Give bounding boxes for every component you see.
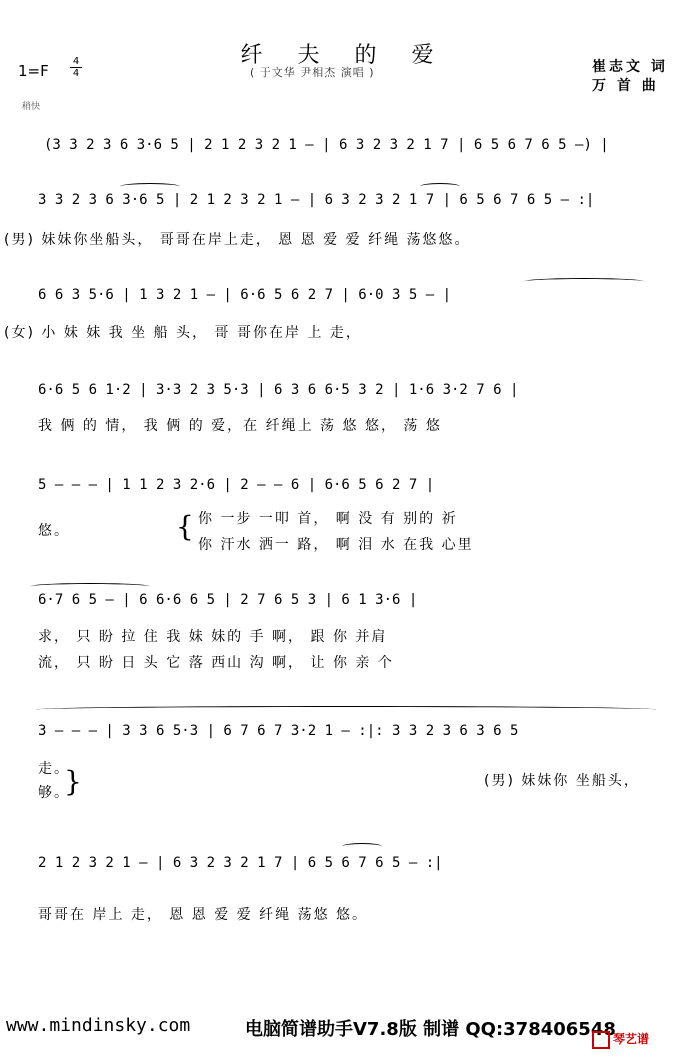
score-line-8: 2 1 2 3 2 1 — | 6 3 2 3 2 1 7 | 6 5 6 7 6 5 — :| [38, 855, 443, 871]
tie-mark [420, 183, 460, 190]
key-signature: 1=F [18, 62, 49, 80]
app-credit: 电脑简谱助手V7.8版 制谱 QQ:378406548 [245, 1019, 616, 1040]
lyric-line-5c: 你 汗水 洒一 路， 啊 泪 水 在我 心里 [198, 537, 474, 553]
song-title: 纤 夫 的 爱 [240, 43, 448, 68]
lyric-line-6a: 求， 只 盼 拉 住 我 妹 妹的 手 啊， 跟 你 并肩 [38, 629, 388, 645]
score-line-7: 3 — — — | 3 3 6 5·3 | 6 7 6 7 3·2 1 — :|: 3 3 2 3 6 3 6 5 [38, 723, 519, 739]
tie-mark [36, 706, 656, 713]
site-logo: 琴艺谱 [592, 1030, 649, 1049]
score-line-1: (3 3 2 3 6 3·6 5 | 2 1 2 3 2 1 — | 6 3 2 3 2 1 7 | 6 5 6 7 6 5 —) | [44, 137, 609, 153]
time-signature: 4 4 [70, 56, 82, 79]
lyric-line-8: 哥哥在 岸上 走， 恩 恩 爱 爱 纤绳 荡悠 悠。 [38, 907, 369, 923]
tie-mark [30, 583, 150, 590]
score-line-5: 5 — — — | 1 1 2 3 2·6 | 2 — — 6 | 6·6 5 6 2 7 | [38, 477, 435, 493]
lyric-line-6b: 流， 只 盼 日 头 它 落 西山 沟 啊， 让 你 亲 个 [38, 655, 394, 671]
verse-brace: { [176, 510, 194, 543]
lyric-line-3: (女) 小 妹 妹 我 坐 船 头， 哥 哥你在岸 上 走， [4, 325, 362, 341]
score-line-4: 6·6 5 6 1·2 | 3·3 2 3 5·3 | 6 3 6 6·5 3 2 | 1·6 3·2 7 6 | [38, 382, 519, 398]
tie-mark [120, 183, 180, 190]
website-footer: www.mindinsky.com [6, 1015, 191, 1036]
tie-mark [524, 278, 644, 285]
verse-brace-end: } [64, 765, 82, 798]
lyric-line-7a: 走。 [38, 761, 70, 777]
logo-icon [592, 1031, 610, 1049]
composer-credit: 万 首 曲 [592, 78, 659, 94]
lyric-line-5b: 你 一步 一叩 首， 啊 没 有 别的 祈 [198, 511, 458, 527]
lyricist-credit: 崔志文 词 [592, 59, 668, 75]
lyric-line-7c: (男) 妹妹你 坐船头， [484, 773, 640, 789]
lyric-line-5a: 悠。 [38, 523, 70, 539]
tempo-marking: 稍快 [22, 102, 41, 112]
tie-mark [342, 843, 382, 850]
lyric-line-2: (男) 妹妹你坐船头， 哥哥在岸上走， 恩 恩 爱 爱 纤绳 荡悠悠。 [4, 232, 471, 248]
singers-credit: ( 于文华 尹相杰 演唱 ) [250, 66, 375, 79]
score-line-3: 6 6 3 5·6 | 1 3 2 1 — | 6·6 5 6 2 7 | 6·0 3 5 — | [38, 287, 452, 303]
lyric-line-7b: 够。 [38, 785, 70, 801]
score-line-2: 3 3 2 3 6 3·6 5 | 2 1 2 3 2 1 — | 6 3 2 3 2 1 7 | 6 5 6 7 6 5 — :| [38, 192, 595, 208]
lyric-line-4: 我 俩 的 情， 我 俩 的 爱，在 纤绳上 荡 悠 悠， 荡 悠 [38, 418, 442, 434]
score-line-6: 6·7 6 5 — | 6 6·6 6 5 | 2 7 6 5 3 | 6 1 3·6 | [38, 592, 418, 608]
